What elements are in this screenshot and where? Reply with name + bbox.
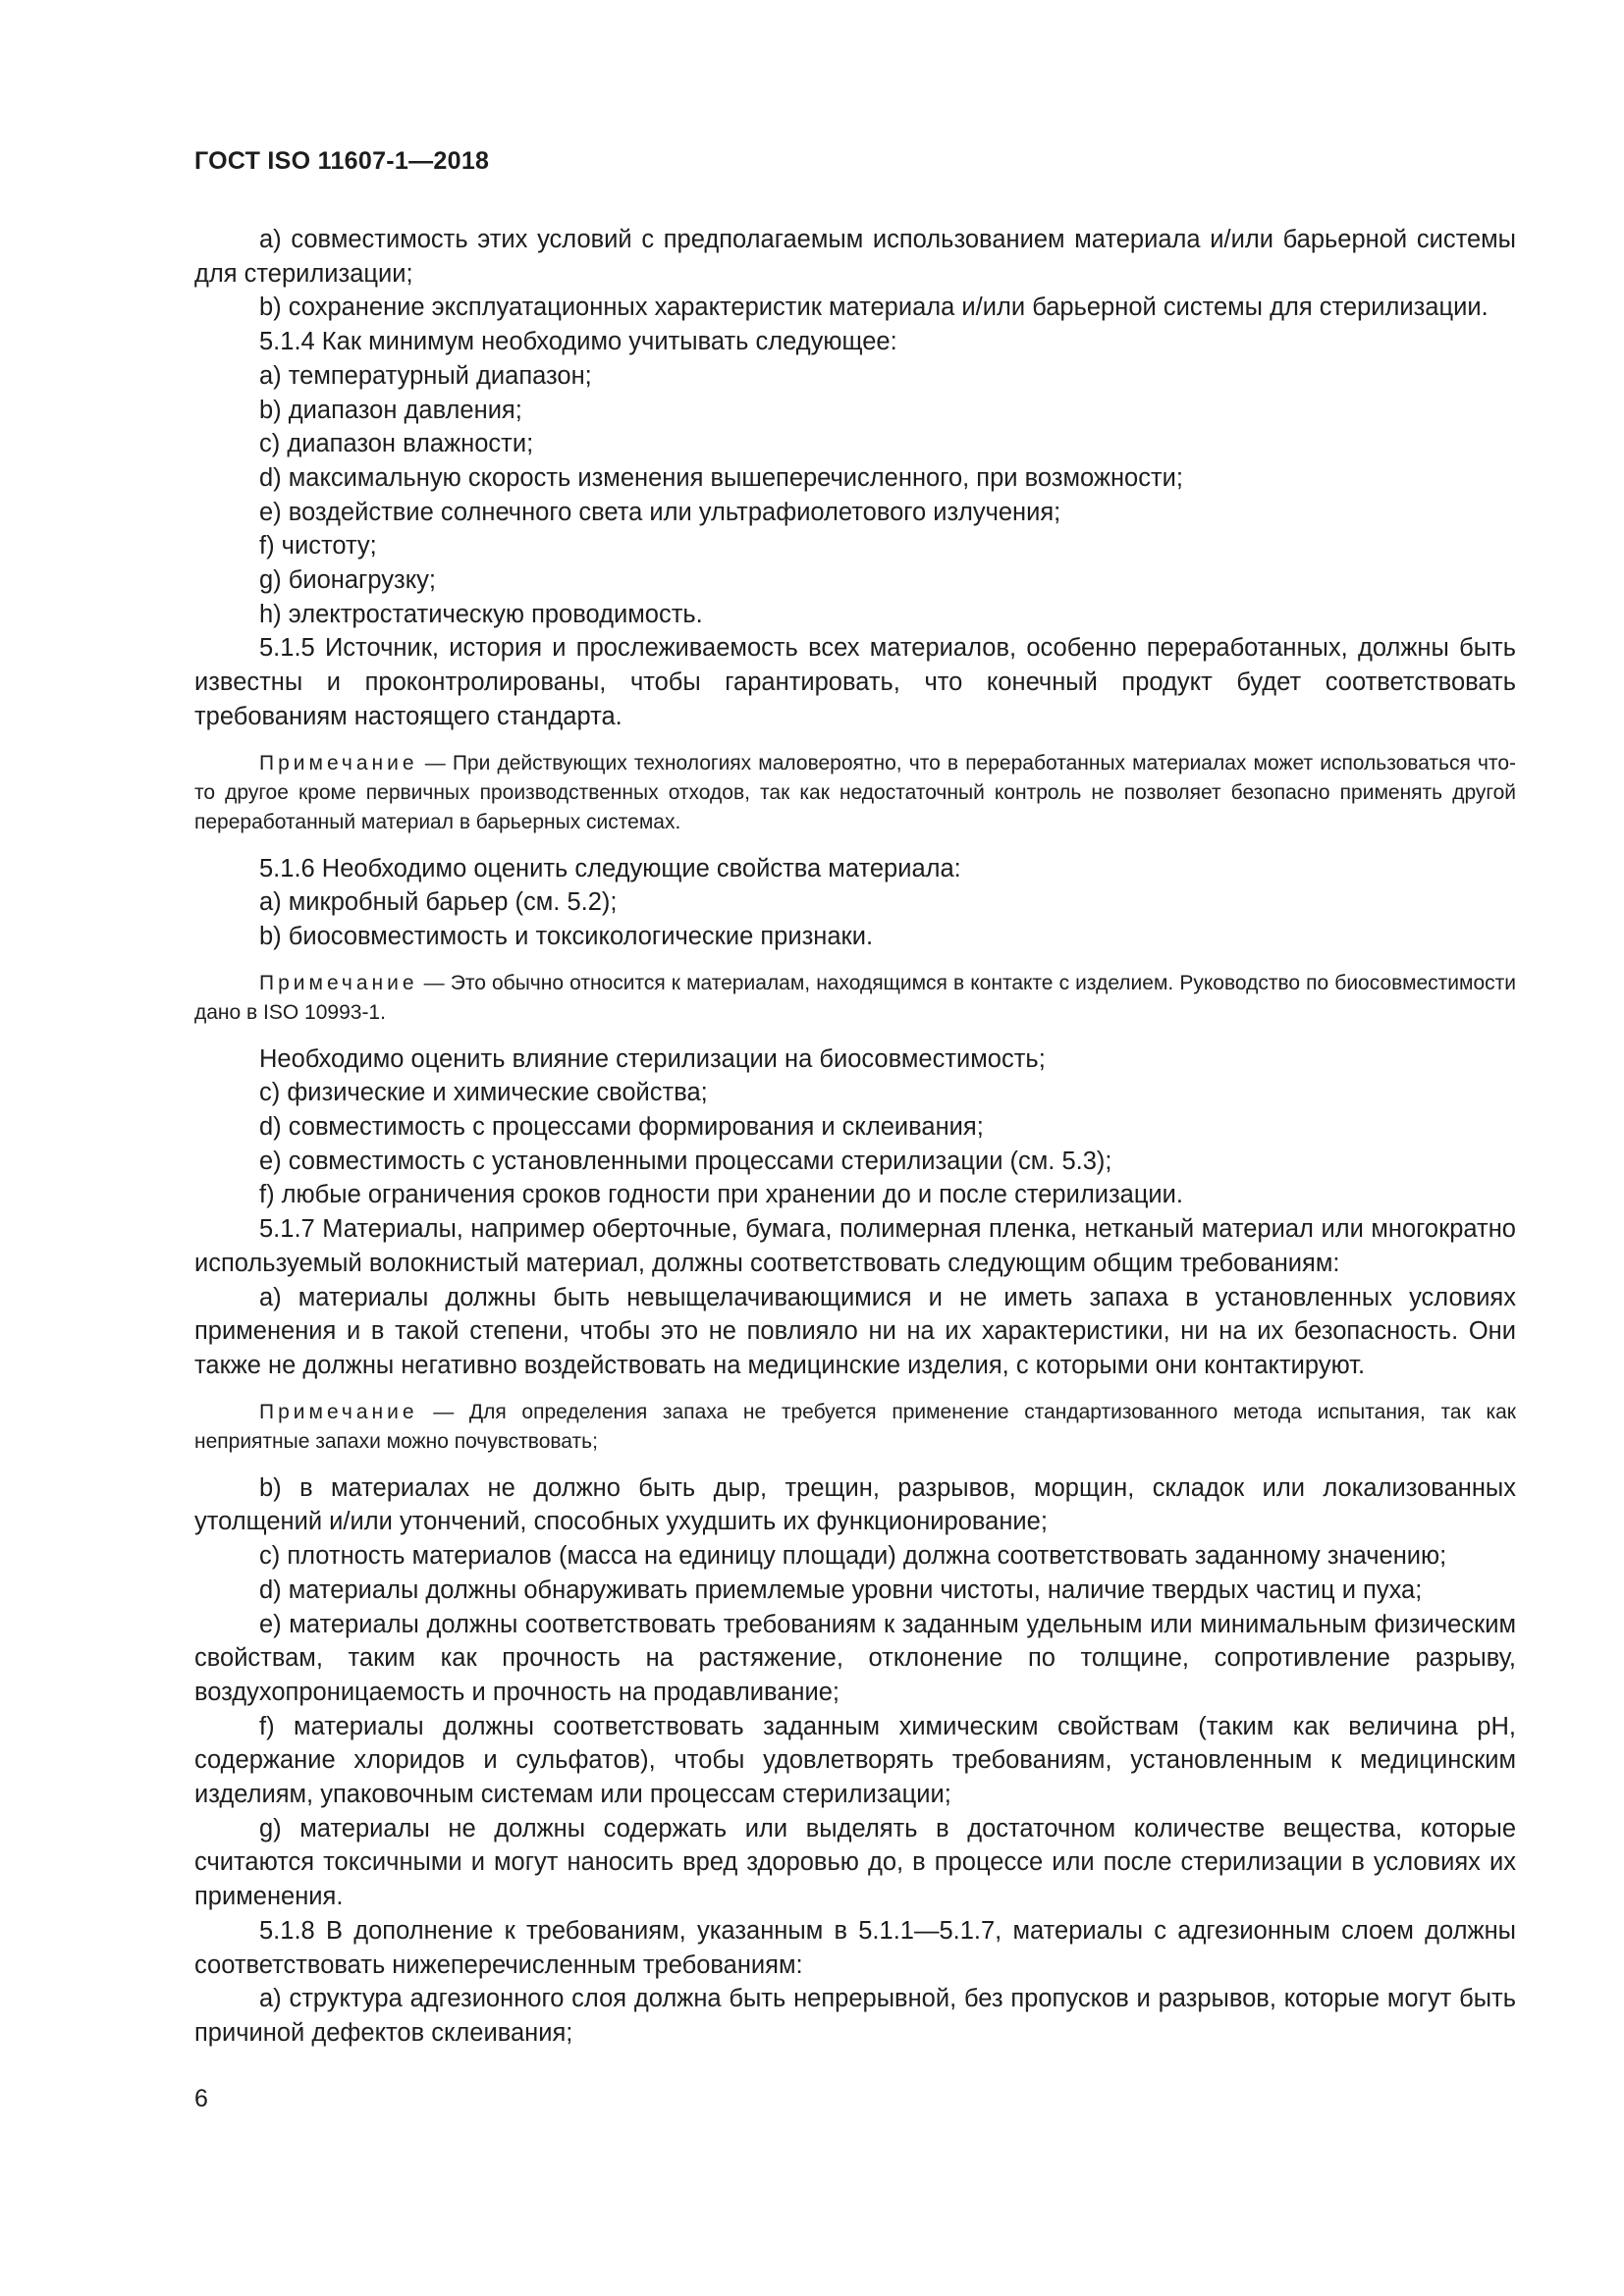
list-item: b) в материалах не должно быть дыр, трещин, разрывов, морщин, складок или локализованных утолщений и/или утончений, способных ухудшить их функционирование; bbox=[194, 1473, 1516, 1536]
note-label: Примечание bbox=[259, 751, 418, 774]
note bbox=[194, 749, 1516, 837]
note bbox=[194, 969, 1516, 1028]
list-item: e) материалы должны соответствовать требованиям к заданным удельным или минимальным физическим свойствам, таким как прочность на растяжение, отклонение по толщине, сопротивление разрыву, воздухопроницаемость и прочность на продавливание; bbox=[194, 1610, 1516, 1706]
paragraph: b) сохранение эксплуатационных характеристик материала и/или барьерной системы для стерилизации. bbox=[259, 294, 1489, 322]
paragraph: 5.1.5 Источник, история и прослеживаемость всех материалов, особенно переработанных, должны быть известны и проконтролированы, чтобы гарантировать, что конечный продукт будет соответствовать требованиям настоящего стандарта. bbox=[194, 634, 1516, 730]
note bbox=[194, 1398, 1516, 1457]
list-item: c) физические и химические свойства; bbox=[259, 1079, 708, 1107]
note-text: — При действующих технологиях маловероятно, что в переработанных материалах может использоваться что-то другое кроме первичных производственных отходов, так как недостаточный контроль не позволяет безопасно применять другой переработанный материал в барьерных системах. bbox=[194, 751, 1516, 833]
list-item: g) бионагрузку; bbox=[259, 566, 436, 595]
note-text: — Это обычно относится к материалам, находящимся в контакте с изделием. Руководство по биосовместимости дано в ISO 10993-1. bbox=[194, 971, 1516, 1024]
note-label: Примечание bbox=[259, 971, 418, 994]
list-item: b) диапазон давления; bbox=[259, 396, 522, 424]
list-item: a) материалы должны быть невыщелачивающимися и не иметь запаха в установленных условиях применения и в такой степени, чтобы это не повлияло ни на их характеристики, ни на их безопасность. Они также не должны негативно воздействовать на медицинские изделия, с которыми они контактируют. bbox=[194, 1283, 1516, 1379]
list-item: d) совместимость с процессами формирования и склеивания; bbox=[259, 1113, 984, 1142]
list-item: f) чистоту; bbox=[259, 532, 377, 561]
list-item: e) воздействие солнечного света или ультрафиолетового излучения; bbox=[259, 498, 1061, 526]
page-number: 6 bbox=[194, 2085, 208, 2112]
list-item: c) диапазон влажности; bbox=[259, 430, 534, 458]
list-item: f) любые ограничения сроков годности при хранении до и после стерилизации. bbox=[259, 1181, 1183, 1209]
paragraph: 5.1.4 Как минимум необходимо учитывать следующее: bbox=[259, 328, 897, 356]
paragraph: 5.1.7 Материалы, например оберточные, бумага, полимерная пленка, нетканый материал или многократно используемый волокнистый материал, должны соответствовать следующим общим требованиям: bbox=[194, 1215, 1516, 1277]
list-item: d) максимальную скорость изменения вышеперечисленного, при возможности; bbox=[259, 463, 1183, 492]
paragraph: Необходимо оценить влияние стерилизации на биосовместимость; bbox=[259, 1044, 1046, 1073]
list-item: d) материалы должны обнаруживать приемлемые уровни чистоты, наличие твердых частиц и пуха; bbox=[259, 1575, 1423, 1604]
list-item: a) температурный диапазон; bbox=[259, 361, 592, 390]
list-item: c) плотность материалов (масса на единицу площади) должна соответствовать заданному значению; bbox=[259, 1542, 1447, 1571]
document-header: ГОСТ ISO 11607-1—2018 bbox=[194, 147, 490, 175]
note-text: — Для определения запаха не требуется применение стандартизованного метода испытания, так как неприятные запахи можно почувствовать; bbox=[194, 1400, 1516, 1453]
list-item: b) биосовместимость и токсикологические признаки. bbox=[259, 922, 874, 950]
list-item: a) структура адгезионного слоя должна быть непрерывной, без пропусков и разрывов, которые могут быть причиной дефектов склеивания; bbox=[194, 1985, 1516, 2047]
list-item: a) микробный барьер (см. 5.2); bbox=[259, 888, 618, 917]
paragraph: 5.1.6 Необходимо оценить следующие свойства материала: bbox=[259, 854, 961, 882]
list-item: g) материалы не должны содержать или выделять в достаточном количестве вещества, которые считаются токсичными и могут наносить вред здоровью до, в процессе или после стерилизации в условиях их применения. bbox=[194, 1814, 1516, 1911]
list-item: h) электростатическую проводимость. bbox=[259, 600, 703, 628]
list-item: e) совместимость с установленными процессами стерилизации (см. 5.3); bbox=[259, 1147, 1112, 1175]
paragraph: 5.1.8 В дополнение к требованиям, указанным в 5.1.1—5.1.7, материалы с адгезионным слоем должны соответствовать нижеперечисленным требованиям: bbox=[194, 1916, 1516, 1979]
paragraph: а) совместимость этих условий с предполагаемым использованием материала и/или барьерной системы для стерилизации; bbox=[194, 226, 1516, 288]
list-item: f) материалы должны соответствовать заданным химическим свойствам (таким как величина рН, содержание хлоридов и сульфатов), чтобы удовлетворять требованиям, установленным к медицинским изделиям, упаковочным системам или процессам стерилизации; bbox=[194, 1712, 1516, 1809]
document-body bbox=[194, 223, 1516, 2051]
note-label: Примечание bbox=[259, 1400, 418, 1423]
